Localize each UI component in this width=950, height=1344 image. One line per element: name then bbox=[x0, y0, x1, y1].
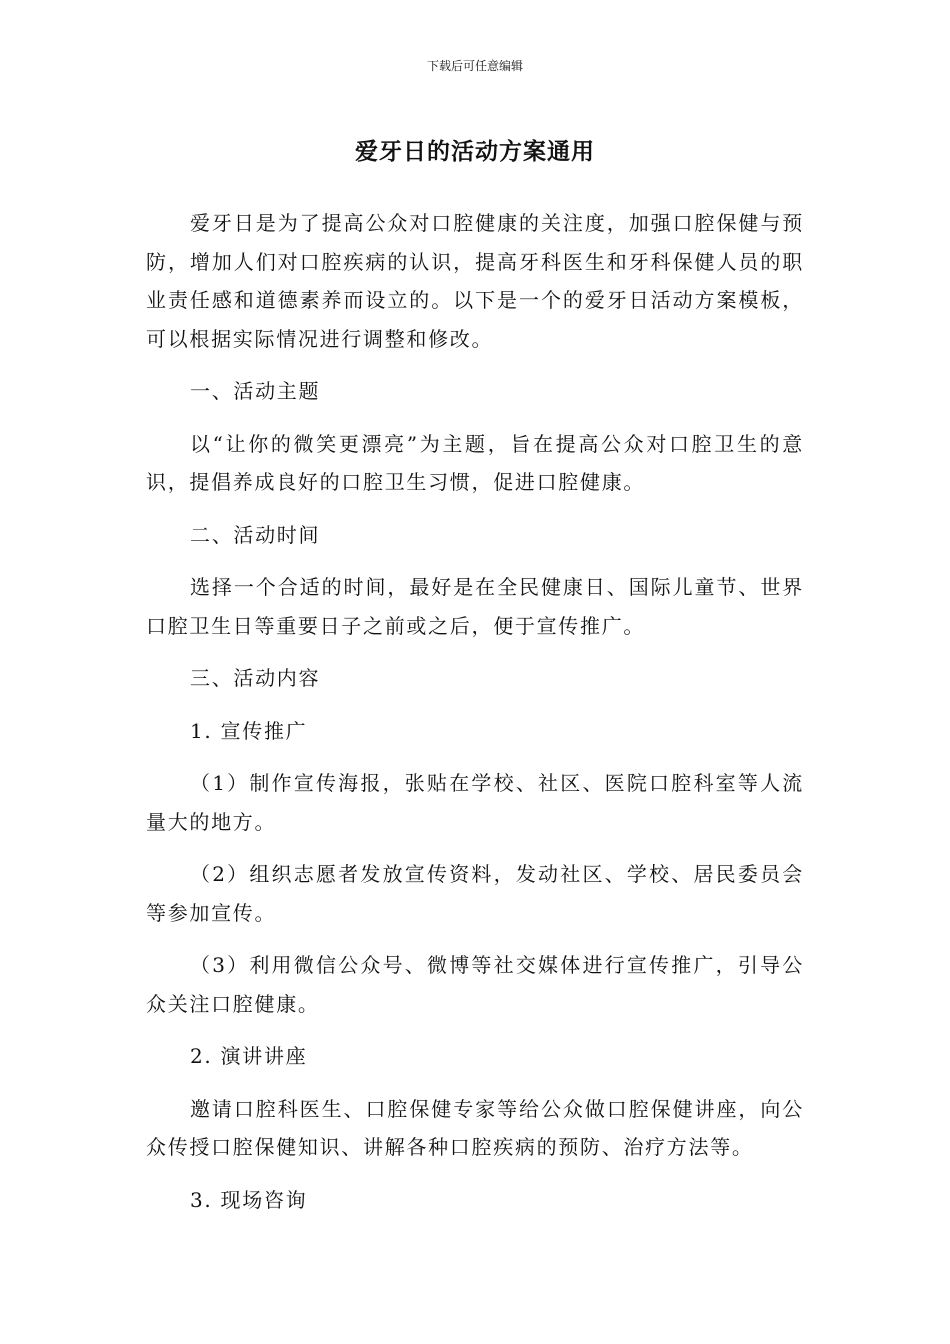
lecture-paragraph: 邀请口腔科医生、口腔保健专家等给公众做口腔保健讲座，向公众传授口腔保健知识、讲解各种口腔疾病的预防、治疗方法等。 bbox=[146, 1096, 804, 1159]
item-heading-promotion: 1. 宣传推广 bbox=[190, 718, 308, 743]
section-heading-content: 三、活动内容 bbox=[190, 666, 321, 690]
section-heading-time: 二、活动时间 bbox=[190, 522, 321, 547]
time-paragraph: 选择一个合适的时间，最好是在全民健康日、国际儿童节、世界口腔卫生日等重要日子之前或之后，便于宣传推广。 bbox=[146, 575, 804, 638]
item-heading-lecture: 2. 演讲讲座 bbox=[190, 1044, 308, 1068]
header-note: 下载后可任意编辑 bbox=[426, 59, 523, 73]
page-title: 爱牙日的活动方案通用 bbox=[355, 139, 595, 165]
item-heading-consultation: 3. 现场咨询 bbox=[190, 1187, 308, 1212]
document-body bbox=[146, 204, 804, 1219]
intro-paragraph: 爱牙日是为了提高公众对口腔健康的关注度，加强口腔保健与预防，增加人们对口腔疾病的认识，提高牙科医生和牙科保健人员的职业责任感和道德素养而设立的。以下是一个的爱牙日活动方案模板，可以根据实际情况进行调整和修改。 bbox=[146, 211, 804, 351]
promotion-point-1: （1）制作宣传海报，张贴在学校、社区、医院口腔科室等人流量大的地方。 bbox=[146, 771, 804, 834]
promotion-point-2: （2）组织志愿者发放宣传资料，发动社区、学校、居民委员会等参加宣传。 bbox=[146, 862, 804, 925]
promotion-point-3: （3）利用微信公众号、微博等社交媒体进行宣传推广，引导公众关注口腔健康。 bbox=[146, 953, 804, 1016]
theme-paragraph: 以“让你的微笑更漂亮”为主题，旨在提高公众对口腔卫生的意识，提倡养成良好的口腔卫生习惯，促进口腔健康。 bbox=[146, 431, 804, 494]
section-heading-theme: 一、活动主题 bbox=[190, 379, 321, 403]
